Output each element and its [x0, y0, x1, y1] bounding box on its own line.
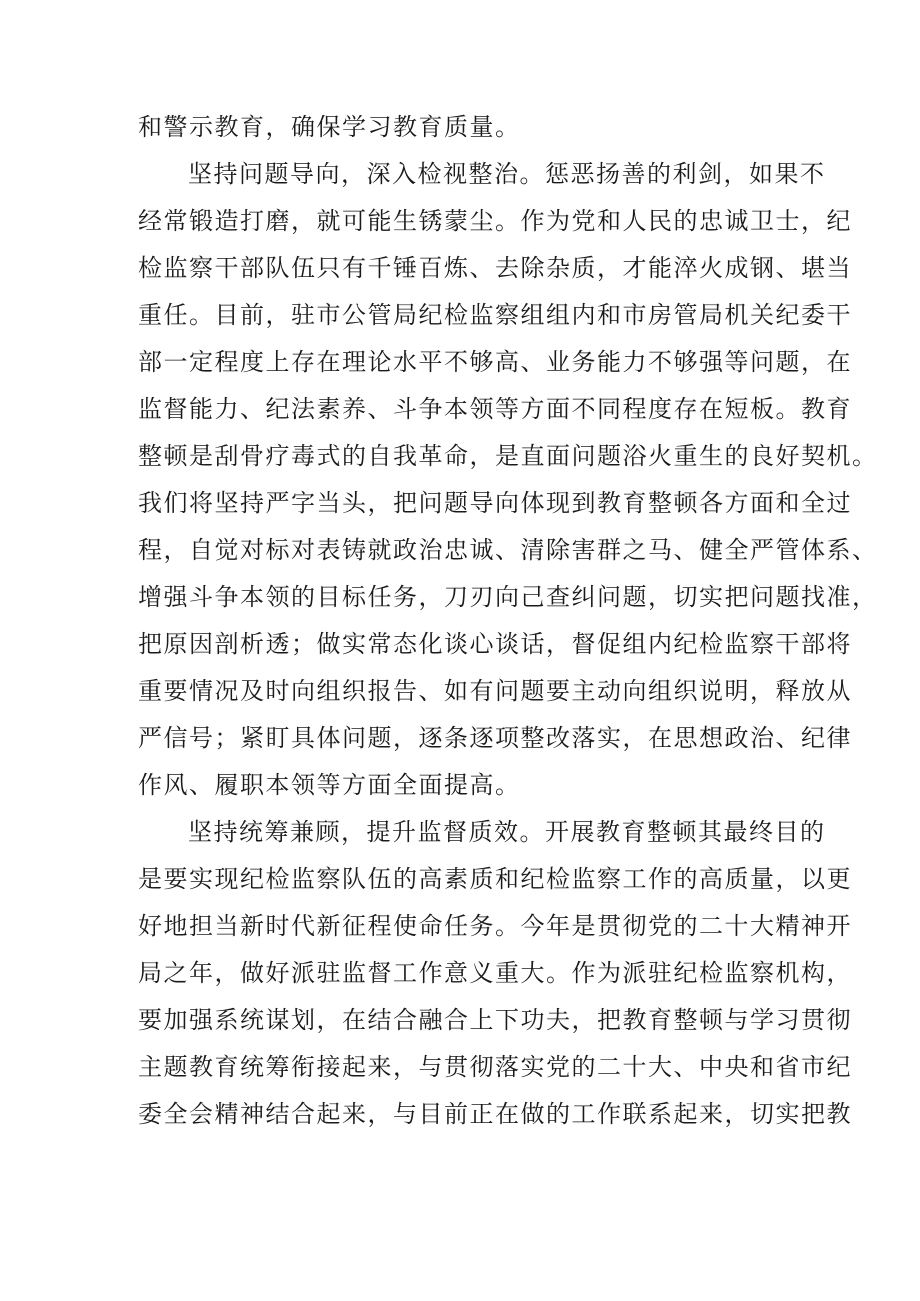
paragraph-start-line: 坚持统筹兼顾，提升监督质效。开展教育整顿其最终目的 [188, 818, 826, 846]
text-line: 把原因剖析透；做实常态化谈心谈话，督促组内纪检监察干部将 [138, 630, 852, 658]
text-line: 是要实现纪检监察队伍的高素质和纪检监察工作的高质量，以更 [138, 865, 852, 893]
text-line: 局之年，做好派驻监督工作意义重大。作为派驻纪检监察机构， [138, 959, 852, 987]
text-line: 重要情况及时向组织报告、如有问题要主动向组织说明，释放从 [138, 677, 852, 705]
text-line: 好地担当新时代新征程使命任务。今年是贯彻党的二十大精神开 [138, 912, 852, 940]
text-line: 作风、履职本领等方面全面提高。 [138, 771, 521, 799]
text-line: 严信号；紧盯具体问题，逐条逐项整改落实，在思想政治、纪律 [138, 724, 852, 752]
text-line: 我们将坚持严字当头，把问题导向体现到教育整顿各方面和全过 [138, 489, 852, 517]
text-line: 增强斗争本领的目标任务，刀刃向己查纠问题，切实把问题找准， [138, 583, 878, 611]
text-line: 重任。目前，驻市公管局纪检监察组组内和市房管局机关纪委干 [138, 301, 852, 329]
text-line: 主题教育统筹衔接起来，与贯彻落实党的二十大、中央和省市纪 [138, 1053, 852, 1081]
paragraph-start-line: 坚持问题导向，深入检视整治。惩恶扬善的利剑，如果不 [188, 160, 826, 188]
text-line: 委全会精神结合起来，与目前正在做的工作联系起来，切实把教 [138, 1100, 852, 1128]
text-line: 经常锻造打磨，就可能生锈蒙尘。作为党和人民的忠诚卫士，纪 [138, 207, 852, 235]
text-line: 检监察干部队伍只有千锤百炼、去除杂质，才能淬火成钢、堪当 [138, 254, 852, 282]
body-text [138, 104, 878, 1138]
text-line: 要加强系统谋划，在结合融合上下功夫，把教育整顿与学习贯彻 [138, 1006, 852, 1034]
text-line: 和警示教育，确保学习教育质量。 [138, 113, 521, 141]
text-line: 程，自觉对标对表铸就政治忠诚、清除害群之马、健全严管体系、 [138, 536, 878, 564]
text-line: 整顿是刮骨疗毒式的自我革命，是直面问题浴火重生的良好契机。 [138, 442, 878, 470]
text-line: 监督能力、纪法素养、斗争本领等方面不同程度存在短板。教育 [138, 395, 852, 423]
text-line: 部一定程度上存在理论水平不够高、业务能力不够强等问题，在 [138, 348, 852, 376]
